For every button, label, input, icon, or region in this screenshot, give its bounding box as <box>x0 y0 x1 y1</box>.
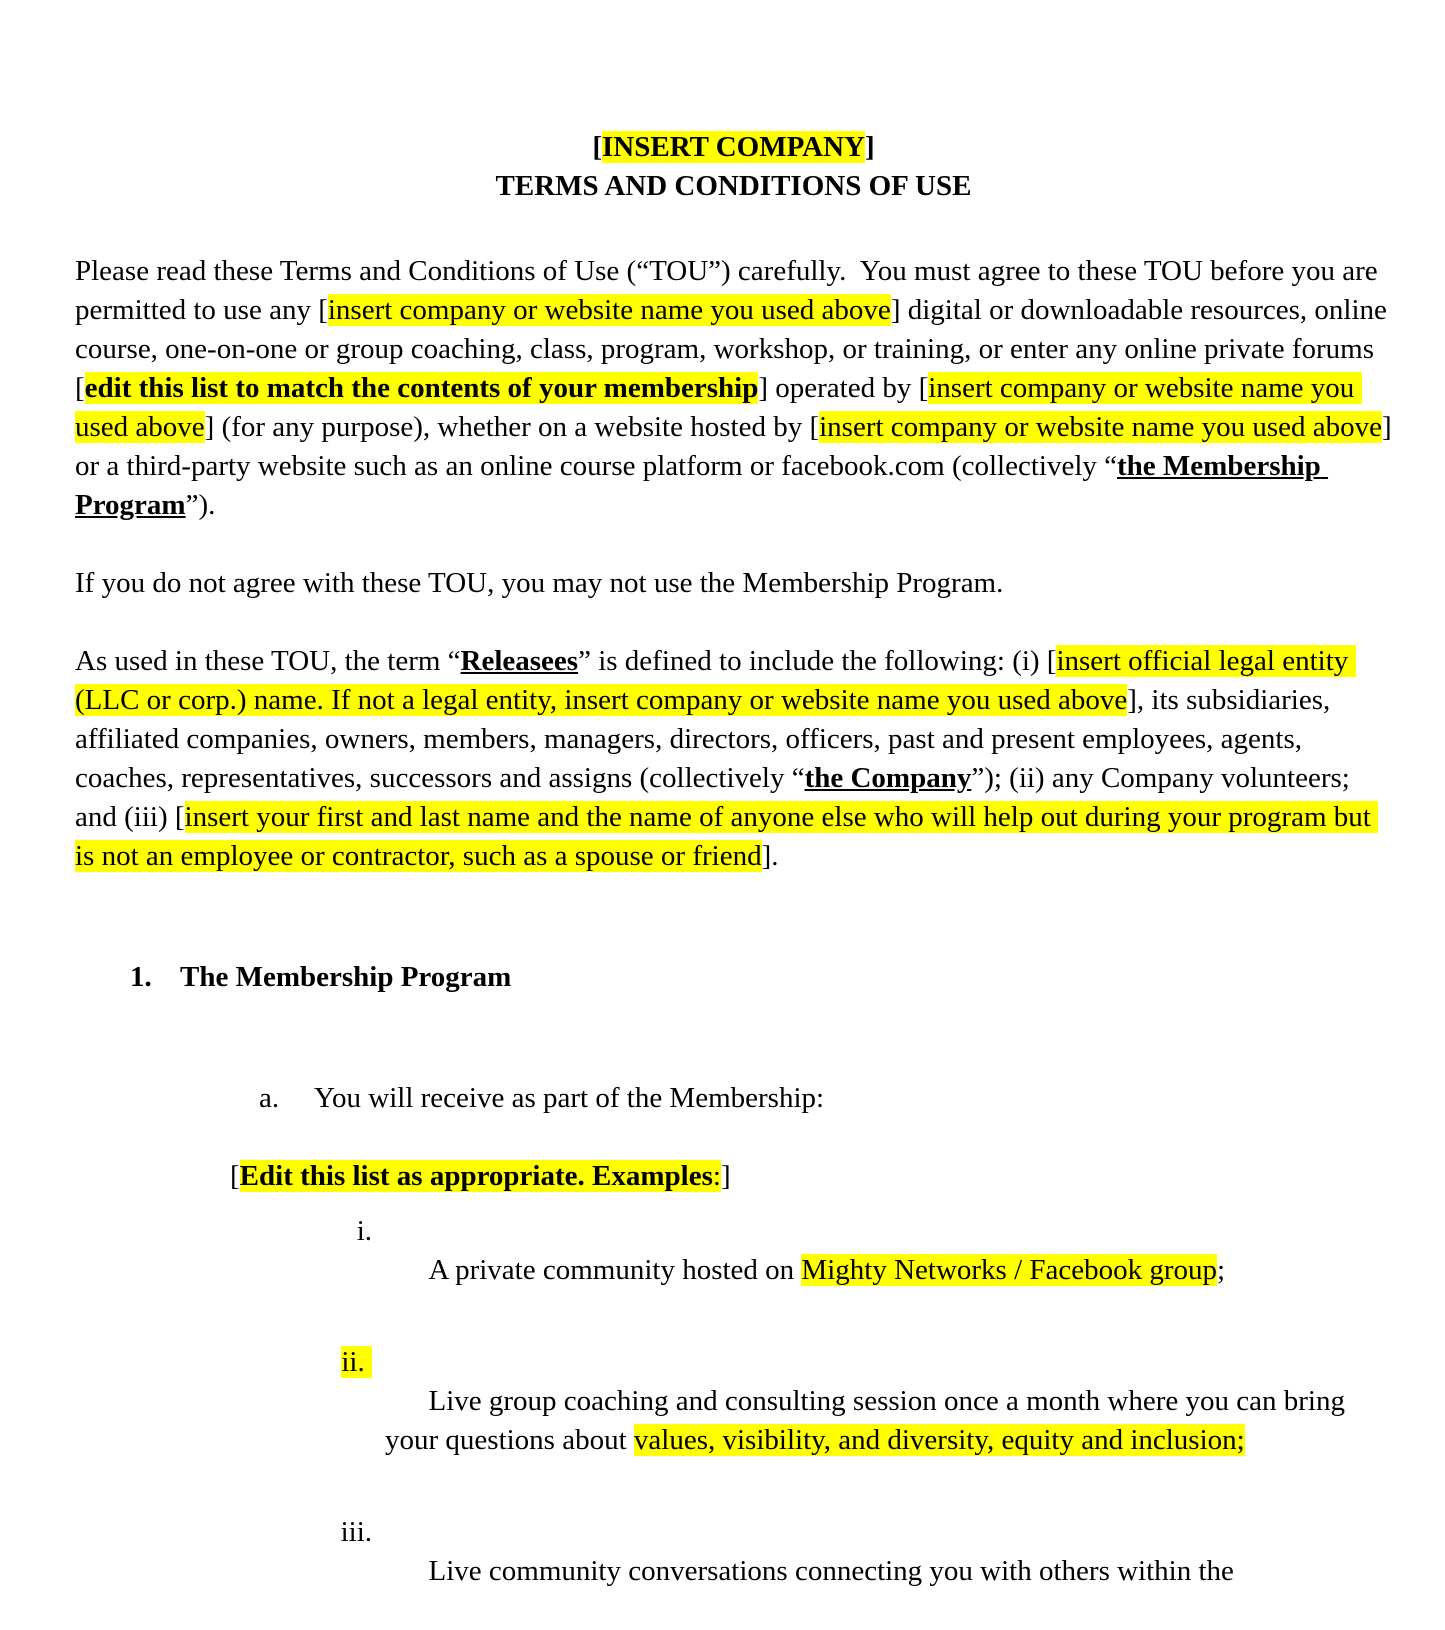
text-run: insert official legal entity (LLC or corp.) name. If not a legal entity, insert company or website name you used above <box>75 645 1356 716</box>
paragraph-no-agree <box>75 564 1392 603</box>
document-title <box>75 128 1392 206</box>
text-run: Live group coaching and consulting session once a month where you can bring your questions about <box>385 1385 1353 1456</box>
text-run: [ <box>230 1160 240 1192</box>
list-item-ii-marker <box>328 1343 372 1382</box>
text-run: ] operated by [ <box>758 372 929 404</box>
list-item-i-marker <box>328 1212 372 1251</box>
text-run: You will receive as part of the Membership: <box>314 1082 825 1114</box>
list-item-ii-text <box>385 1385 1352 1456</box>
list-item-ii <box>341 1343 1392 1499</box>
text-run: ”). <box>185 489 216 521</box>
text-run: Please read these Terms and Conditions of Use (“TOU”) carefully. You must agree to these TOU before you are permitted to use any [ <box>75 255 1385 326</box>
document-title-line-1 <box>75 128 1392 167</box>
text-run: If you do not agree with these TOU, you may not use the Membership Program. <box>75 567 1004 599</box>
list-item-a-text <box>314 1082 824 1114</box>
text-run: ii. <box>341 1346 372 1378</box>
list-item-iii <box>340 1513 1392 1630</box>
text-run: insert your first and last name and the name of anyone else who will help out during your program but is not an employee or contractor, such as a spouse or friend <box>75 801 1379 872</box>
text-run: ] or a third-party website such as an online course platform or facebook.com (collectively “ <box>75 411 1399 482</box>
list-item-a <box>230 1040 1392 1157</box>
text-run: insert company or website name you used above <box>819 411 1383 443</box>
text-run: values, visibility, and diversity, equity and inclusion; <box>633 1424 1245 1456</box>
paragraph-intro <box>75 252 1399 525</box>
text-run: the Membership Program <box>75 450 1329 521</box>
text-run: As used in these TOU, the term “ <box>75 645 461 677</box>
paragraph-releasees-definition <box>75 642 1392 876</box>
text-run: TERMS AND CONDITIONS OF USE <box>495 170 972 202</box>
text-run: iii. <box>340 1516 372 1548</box>
text-run: ]. <box>761 840 779 872</box>
text-run: ] <box>720 1160 731 1192</box>
text-run: Mighty Networks / Facebook group <box>801 1254 1218 1286</box>
document-title-line-2 <box>75 167 1392 206</box>
text-run: ” is defined to include the following: (i) [ <box>578 645 1057 677</box>
text-run: ] (for any purpose), whether on a website hosted by [ <box>204 411 820 443</box>
section-1-heading <box>130 958 1392 997</box>
text-run: : <box>712 1160 721 1192</box>
text-run: Edit this list as appropriate. Examples <box>239 1160 713 1192</box>
text-run: ] <box>864 131 875 163</box>
text-run: INSERT COMPANY <box>602 131 865 163</box>
text-run: ”); (ii) any Company volunteers; and (iii) [ <box>75 762 1358 833</box>
section-1-number: 1. <box>130 961 152 993</box>
edit-note-line <box>230 1157 1392 1196</box>
text-run: ], its subsidiaries, affiliated companies, owners, members, managers, directors, officers, past and present employees, agents, coaches, representatives, successors and assigns (collectively “ <box>75 684 1338 794</box>
text-run: Live community conversations connecting you with others within the <box>428 1555 1234 1587</box>
text-run: i. <box>356 1215 372 1247</box>
text-run: A private community hosted on <box>428 1254 802 1286</box>
membership-benefits-list <box>75 1212 1392 1630</box>
list-item-iii-text <box>429 1555 1234 1587</box>
text-run: insert company or website name you used above <box>327 294 891 326</box>
text-run: [ <box>592 131 603 163</box>
text-run: Releasees <box>460 645 579 677</box>
section-1-title: The Membership Program <box>180 961 512 993</box>
list-item-i <box>356 1212 1392 1329</box>
list-item-i-text <box>429 1254 1226 1286</box>
list-item-a-marker: a. <box>259 1082 280 1114</box>
text-run: ; <box>1217 1254 1226 1286</box>
text-run: edit this list to match the contents of your membership <box>84 372 759 404</box>
text-run: insert company or website name you used above <box>75 372 1362 443</box>
text-run: ] digital or downloadable resources, online course, one-on-one or group coaching, class, program, workshop, or training, or enter any online private forums [ <box>75 294 1395 404</box>
text-run: the Company <box>804 762 972 794</box>
list-item-iii-marker <box>328 1513 372 1552</box>
